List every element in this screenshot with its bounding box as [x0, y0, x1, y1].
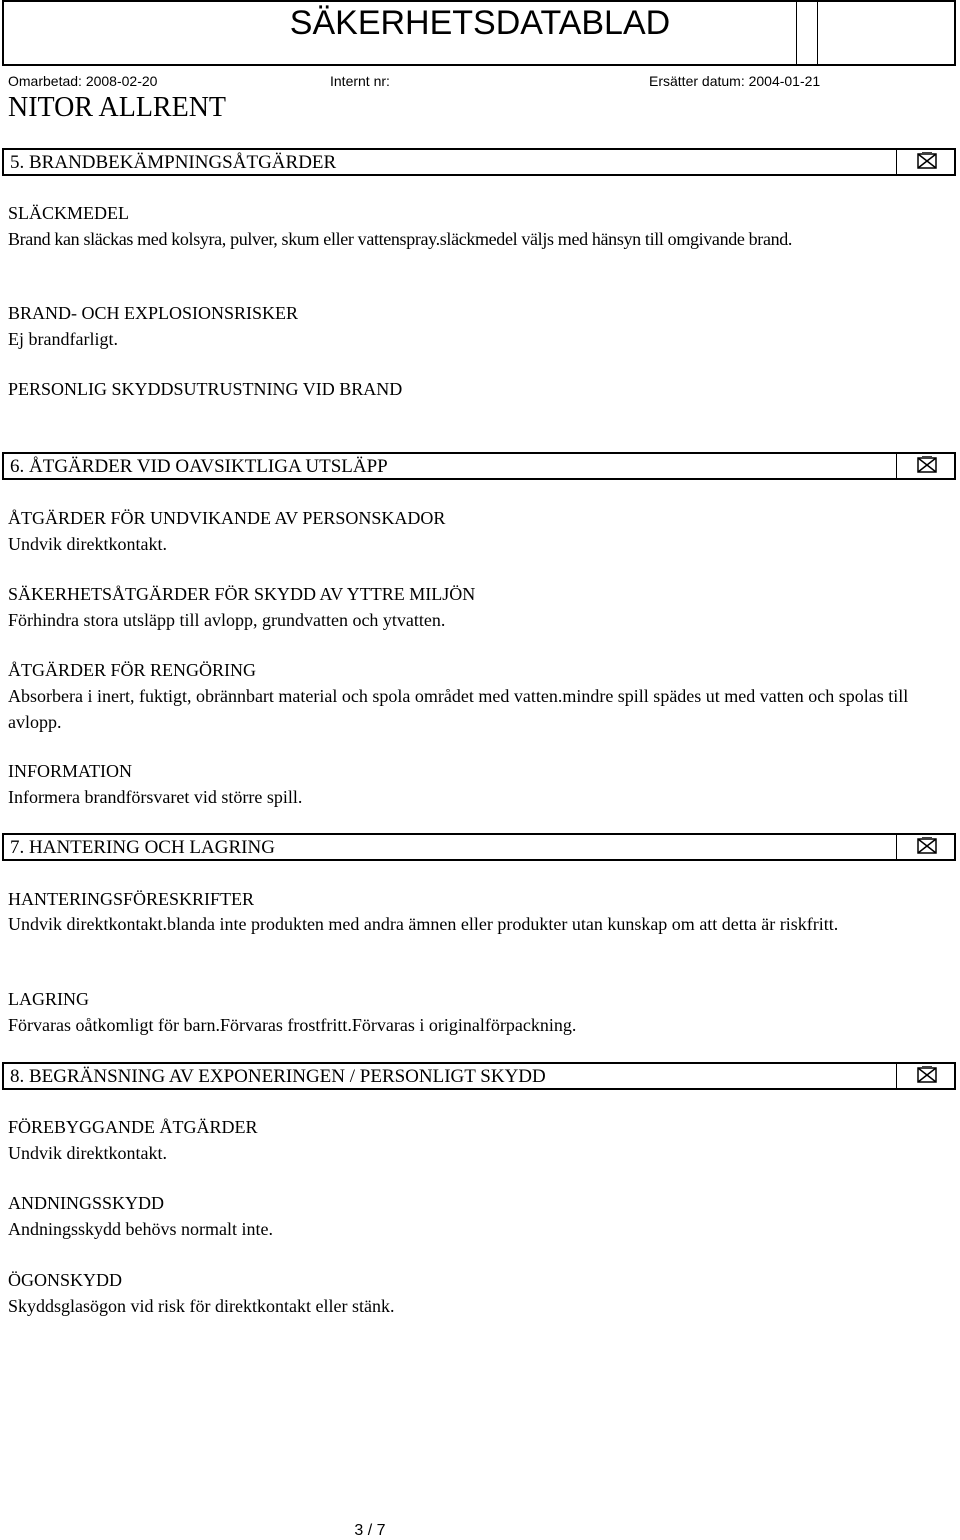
section-title: 7. HANTERING OCH LAGRING: [10, 837, 275, 858]
section-title: 6. ÅTGÄRDER VID OAVSIKTLIGA UTSLÄPP: [10, 456, 388, 477]
checkbox-cross-icon: [916, 837, 938, 855]
internal-number: Internt nr:: [330, 73, 390, 89]
revised-date: Omarbetad: 2008-02-20: [8, 73, 158, 89]
heading-cleanup: ÅTGÄRDER FÖR RENGÖRING: [8, 660, 257, 680]
heading-storage: LAGRING: [8, 989, 89, 1009]
heading-preventive: FÖREBYGGANDE ÅTGÄRDER: [8, 1117, 258, 1137]
section-divider: [896, 454, 897, 478]
document-title: SÄKERHETSDATABLAD: [289, 4, 671, 42]
text-cleanup: Absorbera i inert, fuktigt, obrännbart material och spola området med vatten.mindre spill spädes ut med vatten och spolas till avlopp.: [8, 686, 909, 732]
heading-eye-protection: ÖGONSKYDD: [8, 1270, 123, 1290]
text-handling: Undvik direktkontakt.blanda inte produkten med andra ämnen eller produkter utan kunskap om att detta är riskfritt.: [8, 914, 839, 934]
text-storage: Förvaras oåtkomligt för barn.Förvaras frostfritt.Förvaras i originalförpackning.: [8, 1015, 577, 1035]
section-title: 5. BRANDBEKÄMPNINGSÅTGÄRDER: [10, 152, 337, 173]
checkbox-cross-icon: [916, 1066, 938, 1084]
replaces-date: Ersätter datum: 2004-01-21: [649, 73, 821, 89]
heading-personal-injury: ÅTGÄRDER FÖR UNDVIKANDE AV PERSONSKADOR: [8, 508, 446, 528]
section-header-6: [2, 452, 956, 480]
section-divider: [896, 150, 897, 174]
section-title: 8. BEGRÄNSNING AV EXPONERINGEN / PERSONLIGT SKYDD: [10, 1066, 546, 1087]
section-divider: [896, 1064, 897, 1088]
heading-environment: SÄKERHETSÅTGÄRDER FÖR SKYDD AV YTTRE MILJÖN: [8, 584, 476, 604]
heading-respiratory: ANDNINGSSKYDD: [8, 1193, 165, 1213]
text-information: Informera brandförsvaret vid större spill.: [8, 787, 303, 807]
heading-fire-risks: BRAND- OCH EXPLOSIONSRISKER: [8, 303, 299, 323]
text-fire-risks: Ej brandfarligt.: [8, 329, 118, 349]
section-header-8: [2, 1062, 956, 1090]
section-header-7: [2, 833, 956, 861]
heading-handling: HANTERINGSFÖRESKRIFTER: [8, 889, 255, 909]
text-extinguishing-media: Brand kan släckas med kolsyra, pulver, skum eller vattenspray.släckmedel väljs med hänsyn till omgivande brand.: [8, 229, 793, 249]
text-eye-protection: Skyddsglasögon vid risk för direktkontakt eller stänk.: [8, 1296, 395, 1316]
text-personal-injury: Undvik direktkontakt.: [8, 534, 167, 554]
text-preventive: Undvik direktkontakt.: [8, 1143, 167, 1163]
text-respiratory: Andningsskydd behövs normalt inte.: [8, 1219, 273, 1239]
section-divider: [896, 835, 897, 859]
text-environment: Förhindra stora utsläpp till avlopp, grundvatten och ytvatten.: [8, 610, 446, 630]
section-header-5: [2, 148, 956, 176]
heading-information: INFORMATION: [8, 761, 133, 781]
product-name: NITOR ALLRENT: [8, 92, 227, 123]
checkbox-cross-icon: [916, 456, 938, 474]
page-number: 3 / 7: [354, 1522, 386, 1539]
heading-fire-protection: PERSONLIG SKYDDSUTRUSTNING VID BRAND: [8, 379, 403, 399]
checkbox-cross-icon: [916, 152, 938, 170]
heading-extinguishing-media: SLÄCKMEDEL: [8, 203, 129, 223]
